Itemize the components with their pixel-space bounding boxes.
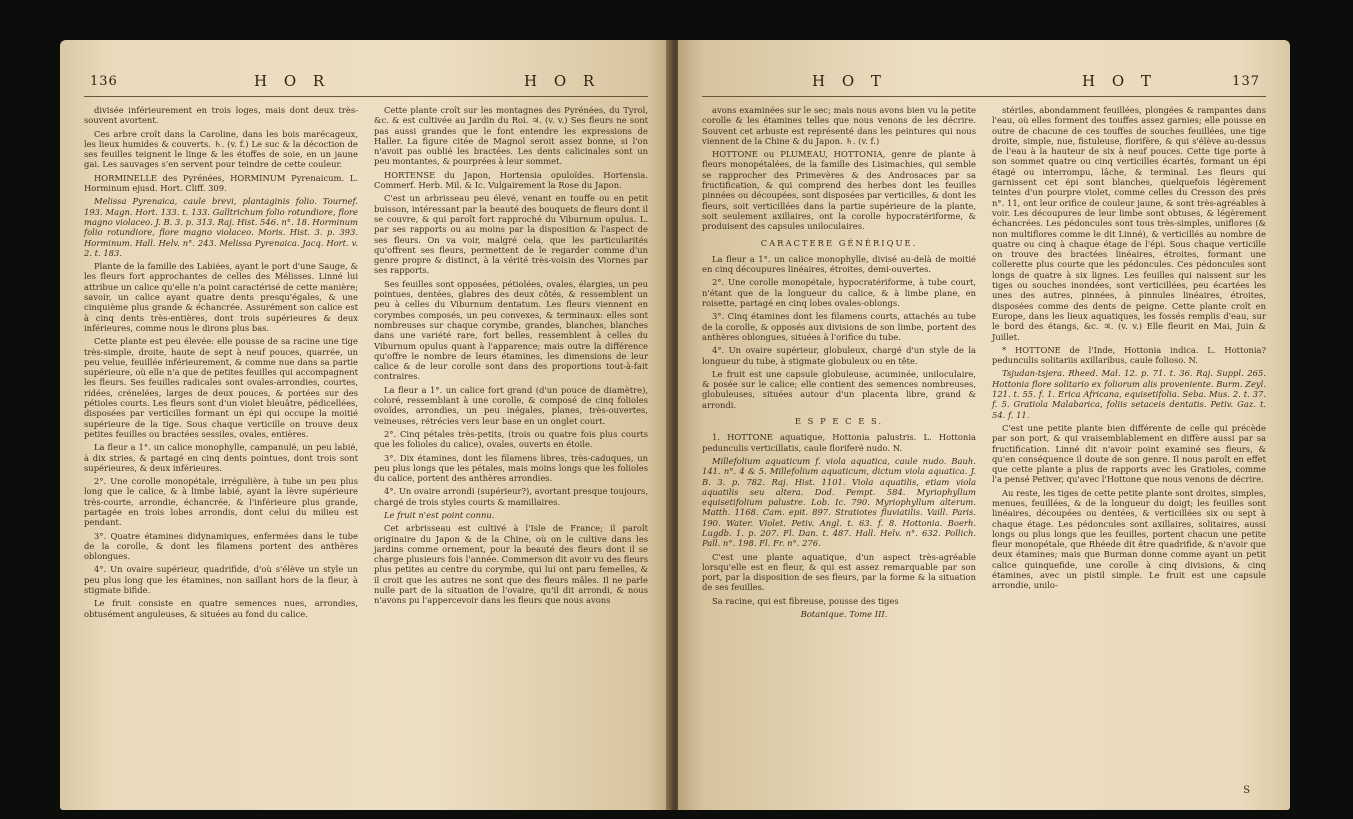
running-head-right-2: H O T (1082, 72, 1157, 90)
running-head-right-1: H O T (812, 72, 887, 90)
left-page (60, 40, 672, 810)
section-heading: E S P E C E S. (794, 416, 884, 427)
paragraph: Au reste, les tiges de cette petite plante sont droites, simples, menues, feuillées, & de la longueur du doigt; les feuilles sont linéaires, découpées ou dentées, & verticillées six ou sept à chaque étage. Les pédoncules sont axillaires, solitaires, aussi longs ou plus longs que les feuilles, portent chacun une petite fleur monopétale, que Rhéede dit être quadrifide, & n'avoir que deux étamines; mais que Burman donne comme ayant un petit calice quinquefide, une corolle à cinq divisions, & cinq étamines, avec un pistil simple. Le fruit est une capsule arrondie, unilo- (992, 487, 1266, 591)
paragraph: 2°. Cinq pétales très-petits, (trois ou quatre fois plus courts que les folioles du calice), ovales, ouverts en étoile. (374, 428, 648, 450)
signature-mark: S (1243, 785, 1250, 796)
footer-title: Botanique. Tome III. (800, 609, 888, 620)
paragraph: stériles, abondamment feuillées, plongées & rampantes dans l'eau, où elles forment des touffes assez garnies; elle pousse en outre de chacune de ces touffes de souches feuillées, une tige droite, simple, nue, fistuleuse, florifère, & qui s'élève au-dessus de l'eau à la hauteur de six à neuf pouces. Cette tige porte à son sommet quatre ou cinq verticilles écartés, formant un épi étagé ou interrompu, lâche, & terminal. Les fleurs qui garnissent cet épi sont blanches, quelquefois légèrement teintes d'un pourpre violet, comme celles du Cresson des prés n°. 11, ont leur orifice de couleur jaune, & sont très-agréables à voir. Les découpures de leur limbe sont obtuses, & légèrement échancrées. Les pédoncules sont tous très-simples, uniflores (& non multiflores comme le dit Linné), & verticillés au nombre de quatre ou cinq à chaque étage de l'épi. Sous chaque verticille on trouve des bractées linéaires, étroites, formant une collerette plus courte que les pédoncules. Ces pédoncules sont longs de quatre à six lignes. Les feuilles qui naissent sur les tiges ou souches inondées, sont verticillées, peu écartées les unes des autres, pinnées, à pinnules linéaires, étroites, disposées comme des dents de peigne. Cette plante croît en Europe, dans les lieux aquatiques, les fossés remplis d'eau, sur le bord des étangs, &c. ♃. (v. v.) Elle fleurit en Mai, Juin & Juillet. (992, 105, 1266, 342)
synonymy: Tsjudan-tsjera. Rheed. Mal. 12. p. 71. t. 36. Raj. Suppl. 265. Hottonia flore solitario ex foliorum alis proveniente. Burm. Zeyl. 121. t. 55. f. 1. Erica Africana, equisetifolia. Seba. Mus. 2. t. 37. f. 5. Gratiola Malabarica, foliis setaceis dentatis. Petiv. Gaz. t. 54. f. 11. (992, 368, 1266, 420)
paragraph: divisée inférieurement en trois loges, mais dont deux très-souvent avortent. (84, 105, 358, 126)
paragraph: La fleur a 1°. un calice monophylle, divisé au-delà de moitié en cinq découpures linéaires, étroites, demi-ouvertes. (702, 253, 976, 275)
section-heading: CARACTERE GÉNÉRIQUE. (760, 237, 918, 248)
paragraph: Cette plante croît sur les montagnes des Pyrénées, du Tyrol, &c. & est cultivée au Jardin du Roi. ♃. (v. v.) Ses fleurs ne sont pas aussi grandes que le font entendre les expressions de Haller. La figure citée de Magnol seroit assez bonne, si l'on n'avoit pas oublié les bractées. Les dents calicinales sont un peu montantes, & pourprées à leur sommet. (374, 105, 648, 167)
paragraph: La fleur a 1°. un calice fort grand (d'un pouce de diamètre), coloré, ressemblant à une corolle, & composé de cinq folioles ovoïdes, arrondies, un peu inégales, planes, très-ouvertes, veineuses, rétrécies vers leur base en un onglet court. (374, 384, 648, 426)
species-heading: * HOTTONE de l'Inde, Hottonia indica. L. Hottonia? pedunculis solitariis axillaribus, caule folioso. N. (992, 344, 1266, 366)
running-head-left-2: H O R (524, 72, 601, 90)
paragraph: 3°. Dix étamines, dont les filamens libres, très-caduques, un peu plus longs que les pétales, mais moins longs que les folioles du calice, portent des anthères arrondies. (374, 452, 648, 484)
paragraph: 2°. Une corolle monopétale, hypocratériforme, à tube court, n'étant que de la longueur du calice, & à limbe plane, en roisette, partagé en cinq lobes ovales-oblongs. (702, 277, 976, 309)
paragraph: Plante de la famille des Labiées, ayant le port d'une Sauge, & les fleurs fort approchantes de celles des Mélisses. Linné lui attribue un calice qu'elle n'a point caractérisé de cette manière; savoir, un calice ayant quatre dents presqu'égales, & une cinquième plus grande & échancrée. Assurément son calice est à cinq dents très-entières, dont trois supérieures & deux inférieures, comme nous le dirons plus bas. (84, 261, 358, 333)
entry-heading: HOTTONE ou PLUMEAU, HOTTONIA, genre de plante à fleurs monopétalées, de la famille des Lisimachies, qui semble se rapprocher des Primevères & des Androsaces par sa fructification, & qui comprend des herbes dont les feuilles pinnées ou découpées, sont disposées par verticilles, & dont les fleurs, soit verticillées dans la partie supérieure de la plante, soit seulement axillaires, ont la corolle hypocratériforme, & produisent des capsules uniloculaires. (702, 149, 976, 232)
paragraph: Le fruit n'est point connu. (384, 509, 495, 520)
entry-heading: HORMINELLE des Pyrénées, HORMINUM Pyrenaicum. L. Horminum ejusd. Hort. Cliff. 309. (84, 172, 358, 194)
book-spread (60, 40, 1290, 810)
paragraph: 3°. Cinq étamines dont les filamens courts, attachés au tube de la corolle, & opposés aux divisions de son limbe, portent des anthères oblongues, situées à l'orifice du tube. (702, 311, 976, 342)
paragraph: Sa racine, qui est fibreuse, pousse des tiges (712, 595, 899, 606)
page-number-right: 137 (1232, 74, 1260, 89)
paragraph: C'est une plante aquatique, d'un aspect très-agréable lorsqu'elle est en fleur, & qui est assez remarquable par son port, par la disposition de ses fleurs, par la forme & la situation de ses feuilles. (702, 551, 976, 593)
paragraph: C'est un arbrisseau peu élevé, venant en touffe ou en petit buisson, intéressant par la beauté des bouquets de fleurs dont il se couvre, & qui paroît fort rapproché du Viburnum opulus. L. par ses rapports ou au moins par la disposition & l'aspect de ses fleurs. On va voir, malgré cela, que les particularités qu'offrent ses fleurs, permettent de le regarder comme d'un genre propre & distinct, à la vérité très-voisin des Viornes par ses rapports. (374, 193, 648, 276)
paragraph: Le fruit est une capsule globuleuse, acuminée, uniloculaire, & posée sur le calice; elle contient des semences nombreuses, globuleuses, situées autour d'un placenta libre, grand & arrondi. (702, 368, 976, 410)
paragraph: La fleur a 1°. un calice monophylle, campanulé, un peu labié, à dix stries, & partagé en cinq dents pointues, dont trois sont supérieures, & deux inférieures. (84, 442, 358, 473)
paragraph: 2°. Une corolle monopétale, irrégulière, à tube un peu plus long que le calice, & à limbe labié, ayant la lèvre supérieure très-courte, arrondie, échancrée, & l'inférieure plus grande, partagée en trois lobes arrondis, dont celui du milieu est pendant. (84, 476, 358, 528)
paragraph: C'est une petite plante bien différente de celle qui précède par son port, & qui vraisemblablement en diffère aussi par sa fructification. Linné dit n'avoir point examiné ses fleurs, & qu'en conséquence il doute de son genre. Il nous paroît en effet que cette plante a plus de rapports avec les Gratioles, comme l'a pensé Petiver, qu'avec l'Hottone que nous venons de décrire. (992, 422, 1266, 485)
paragraph: Ses feuilles sont opposées, pétiolées, ovales, élargies, un peu pointues, dentées, glabres des deux côtés, & ressemblent un peu à celles du Viburnum dentatum. Les fleurs viennent en corymbes composés, un peu convexes, & terminaux: elles sont nombreuses sur chaque corymbe, grandes, blanches, blanches dans une variété rare, fort belles, ressemblent à celles du Viburnum opulus quant à l'apparence; mais outre la différence qu'offre le nombre de leurs étamines, les dimensions de leur calice & de leur corolle sont dans des proportions tout-à-fait contraires. (374, 278, 648, 382)
species-heading: 1. HOTTONE aquatique, Hottonia palustris. L. Hottonia pedunculis verticillatis, caule floriferé nudo. N. (702, 432, 976, 453)
paragraph: 4°. Un ovaire arrondi (supérieur?), avortant presque toujours, chargé de trois styles courts & mamillaires. (374, 486, 648, 507)
left-page-column-2 (374, 105, 648, 622)
entry-heading: HORTENSE du Japon, Hortensia opuloïdes. Hortensia. Commerf. Herb. Mil. & Ic. Vulgairement la Rose du Japon. (374, 169, 648, 191)
paragraph: Cette plante est peu élevée: elle pousse de sa racine une tige très-simple, droite, haute de sept à neuf pouces, quarrée, un peu velue, feuillée inférieurement, & comme nue dans sa partie supérieure, où elle n'a que de petites feuilles qui accompagnent les fleurs. Ses feuilles radicales sont ovales-arrondies, courtes, ridées, crénelées, larges de deux pouces, & portées sur des pétioles courts. Les fleurs sont d'un violet bleuâtre, pédicellées, disposées par verticilles formant un épi qui occupe la moitié supérieure de la tige. Sous chaque verticille on trouve deux petites feuilles ou bractées sessiles, ovales, entières. (84, 336, 358, 439)
left-page-header (84, 72, 648, 97)
left-page-column-1 (84, 105, 358, 622)
paragraph: Cet arbrisseau est cultivé à l'Isle de France; il paroît originaire du Japon & de la Chine, où on le cultive dans les jardins comme ornement, pour la beauté des fleurs dont il se charge plusieurs fois l'année. Commerson dit avoir vu des fleurs plus petites au centre du corymbe, qui lui ont paru femelles, & il croit que les autres ne sont que des fleurs mâles. Il ne parle nulle part de la situation de l'ovaire, qu'il dit arrondi, & nous n'avons pu l'appercevoir dans les fleurs que nous avons (374, 523, 648, 606)
right-page-column-1 (702, 105, 976, 622)
synonymy: Melissa Pyrenaica, caule brevi, plantaginis folio. Tournef. 193. Magn. Hort. 133. t. 133. Galltrichum folio rotundiore, flore magno violaceo. J. B. 3. p. 313. Raj. Hist. 546. n°. 18. Horminum folio rotundiore, flore magno violaceo. Moris. Hist. 3. p. 393. Horminum. Hall. Helv. n°. 243. Melissa Pyrenaica. Jacq. Hort. v. 2. t. 183. (84, 196, 358, 258)
paragraph: Le fruit consiste en quatre semences nues, arrondies, obtusément anguleuses, & situées au fond du calice. (84, 598, 358, 619)
page-number-left: 136 (90, 74, 118, 89)
running-head-left-1: H O R (254, 72, 331, 90)
paragraph: 4°. Un ovaire supérieur, quadrifide, d'où s'élève un style un peu plus long que les étamines, non saillant hors de la fleur, à stigmate bifide. (84, 564, 358, 596)
right-page-header (702, 72, 1266, 97)
paragraph: Ces arbre croît dans la Caroline, dans les bois marécageux, les lieux humides & couverts. ♄. (v. f.) Le suc & la décoction de ses feuilles teignent le linge & les étoffes de soie, en un jaune gai. Les sauvages s'en servent pour teindre de cette couleur. (84, 128, 358, 170)
right-page (678, 40, 1290, 810)
synonymy: Millefolium aquaticum f. viola aquatica, caule nudo. Bauh. 141. n°. 4 & 5. Millefolium aquaticum, dictum viola aquatica. J. B. 3. p. 782. Raj. Hist. 1101. Viola aquatilis, etiam viola aquatilis seu altera. Dod. Pempt. 584. Myriophyllum equisetifolium palustre. Lob. Ic. 790. Myriophyllum alterum. Matth. 1168. Cam. epit. 897. Stratiotes fluviatilis. Vaill. Paris. 190. Water. Violet. Petiv. Angl. t. 63. f. 8. Hottonia. Boerh. Lugdb. 1. p. 207. Fl. Dan. t. 487. Hall. Helv. n°. 632. Pollich. Pall. n°. 198. Fl. Fr. n°. 276. (702, 455, 976, 549)
right-page-column-2 (992, 105, 1266, 622)
paragraph: avons examinées sur le sec; mais nous avons bien vu la petite corolle & les étamines telles que nous venons de les décrire. Souvent cet arbuste est représenté dans les peintures qui nous viennent de la Chine & du Japon. ♄. (v. f.) (702, 105, 976, 146)
paragraph: 3°. Quatre étamines didynamiques, enfermées dans le tube de la corolle, & dont les filamens portent des anthères oblongues. (84, 530, 358, 562)
paragraph: 4°. Un ovaire supérieur, globuleux, chargé d'un style de la longueur du tube, à stigmate globuleux ou en tête. (702, 345, 976, 366)
